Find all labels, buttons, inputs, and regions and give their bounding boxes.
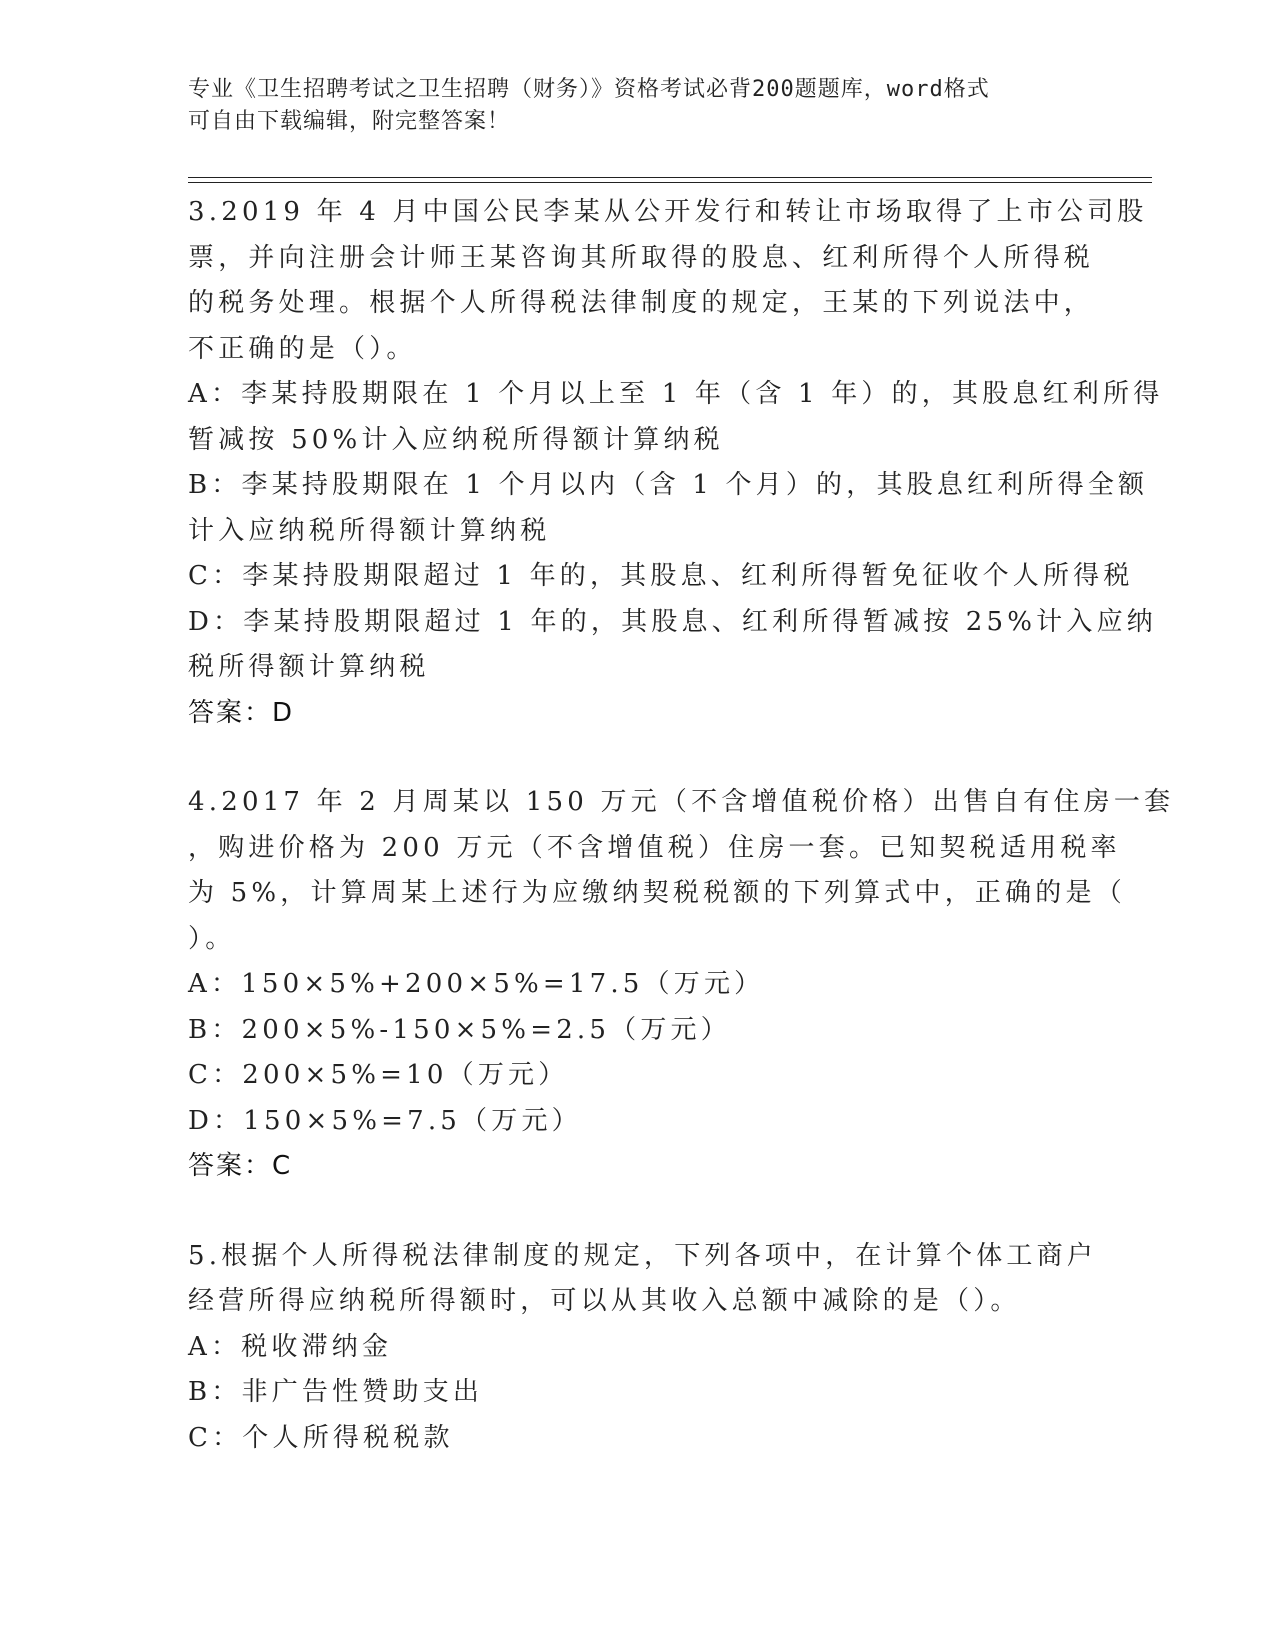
document-header xyxy=(188,74,1068,138)
question-text-line: 经营所得应纳税所得额时，可以从其收入总额中减除的是（）。 xyxy=(188,1286,1021,1316)
option-c-line: C：个人所得税税款 xyxy=(188,1422,454,1453)
question-text-line: 5.根据个人所得税法律制度的规定，下列各项中，在计算个体工商户 xyxy=(188,1240,1098,1271)
question-list xyxy=(188,190,1175,1505)
question-text-line: 的税务处理。根据个人所得税法律制度的规定，王某的下列说法中， xyxy=(188,288,1095,318)
option-b-line: B：非广告性赞助支出 xyxy=(188,1377,484,1407)
question-4 xyxy=(188,780,1175,1190)
option-d-line: D：李某持股期限超过 1 年的，其股息、红利所得暂减按 25%计入应纳 xyxy=(188,606,1157,637)
option-b-line: B：200×5%-150×5%=2.5（万元） xyxy=(188,1014,731,1045)
option-d-line: 税所得额计算纳税 xyxy=(188,652,430,682)
header-line-2: 可自由下载编辑，附完整答案！ xyxy=(188,109,511,134)
option-a-line: 暂减按 50%计入应纳税所得额计算纳税 xyxy=(188,424,724,455)
question-text-line: 3.2019 年 4 月中国公民李某从公开发行和转让市场取得了上市公司股 xyxy=(188,197,1148,227)
header-divider-top xyxy=(188,177,1152,178)
option-a-line: A：税收滞纳金 xyxy=(188,1331,393,1362)
question-3 xyxy=(188,190,1164,736)
header-divider-bottom xyxy=(188,182,1152,183)
option-d-line: D：150×5%=7.5（万元） xyxy=(188,1105,582,1136)
question-text-line: ，购进价格为 200 万元（不含增值税）住房一套。已知契税适用税率 xyxy=(188,832,1121,863)
question-text-line: 不正确的是（）。 xyxy=(188,333,417,364)
option-b-line: 计入应纳税所得额计算纳税 xyxy=(188,515,551,546)
question-text-line: 票，并向注册会计师王某咨询其所取得的股息、红利所得个人所得税 xyxy=(188,242,1095,273)
option-a-line: A：150×5%+200×5%=17.5（万元） xyxy=(188,969,765,999)
option-c-line: C：李某持股期限超过 1 年的，其股息、红利所得暂免征收个人所得税 xyxy=(188,561,1134,591)
question-text-line: 为 5%，计算周某上述行为应缴纳契税税额的下列算式中，正确的是（ xyxy=(188,878,1126,908)
header-line-1: 专业《卫生招聘考试之卫生招聘（财务）》资格考试必背200题题库，word格式 xyxy=(188,77,990,102)
option-c-line: C：200×5%=10（万元） xyxy=(188,1060,569,1090)
option-a-line: A：李某持股期限在 1 个月以上至 1 年（含 1 年）的，其股息红利所得 xyxy=(188,379,1164,409)
question-5 xyxy=(188,1234,1098,1462)
option-b-line: B：李某持股期限在 1 个月以内（含 1 个月）的，其股息红利所得全额 xyxy=(188,470,1149,500)
answer-label: 答案：C xyxy=(188,1151,293,1181)
answer-label: 答案：D xyxy=(188,697,295,728)
question-text-line: 4.2017 年 2 月周某以 150 万元（不含增值税价格）出售自有住房一套 xyxy=(188,787,1175,817)
question-text-line: ）。 xyxy=(188,923,236,954)
